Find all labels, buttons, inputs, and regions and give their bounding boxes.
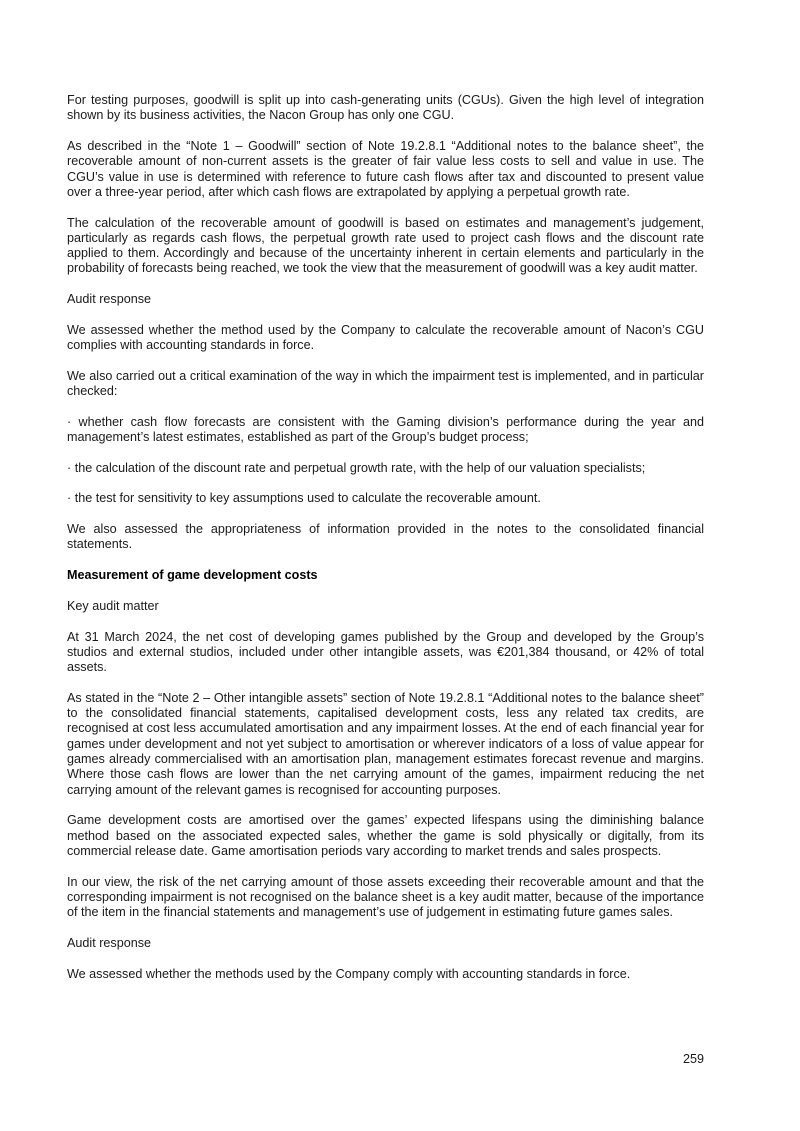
paragraph-method-assessment: We assessed whether the method used by the Company to calculate the recoverable amount of Nacon’s CGU complies with accounting standards in force. [67,322,704,353]
paragraph-risk-key-audit-matter: In our view, the risk of the net carrying amount of those assets exceeding their recoverable amount and that the corresponding impairment is not recognised on the balance sheet is a key audit matter, because of the importance of the item in the financial statements and management’s use of judgement in estimating future games sales. [67,874,704,920]
paragraph-recoverable-amount: As described in the “Note 1 – Goodwill” section of Note 19.2.8.1 “Additional notes to the balance sheet”, the recoverable amount of non-current assets is the greater of fair value less costs to sell and value in use. The CGU’s value in use is determined with reference to future cash flows after tax and discounted to present value over a three-year period, after which cash flows are extrapolated by applying a perpetual growth rate. [67,138,704,199]
paragraph-goodwill-key-audit-matter: The calculation of the recoverable amount of goodwill is based on estimates and management’s judgement, particularly as regards cash flows, the perpetual growth rate used to project cash flows and the discount rate applied to them. Accordingly and because of the uncertainty inherent in certain elements and particularly in the probability of forecasts being reached, we took the view that the measurement of goodwill was a key audit matter. [67,215,704,276]
section-heading-game-development-costs: Measurement of game development costs [67,568,318,583]
paragraph-capitalised-development-costs: As stated in the “Note 2 – Other intangible assets” section of Note 19.2.8.1 “Additional notes to the balance sheet” to the consolidated financial statements, capitalised development costs, less any related tax credits, are recognised at cost less accumulated amortisation and any impairment losses. At the end of each financial year for games under development and not yet subject to amortisation or wherever indicators of a loss of value appear for games already commercialised with an amortisation plan, management estimates forecast revenue and margins. Where those cash flows are lower than the net carrying amount of the games, impairment reducing the net carrying amount of the relevant games is recognised for accounting purposes. [67,690,704,797]
paragraph-net-cost-games: At 31 March 2024, the net cost of developing games published by the Group and developed by the Group’s studios and external studios, included under other intangible assets, was €201,384 thousand, or 42% of total assets. [67,629,704,675]
subheading-audit-response: Audit response [67,292,152,307]
paragraph-critical-examination: We also carried out a critical examination of the way in which the impairment test is implemented, and in particular checked: [67,368,704,399]
page-number: 259 [682,1052,704,1066]
paragraph-amortisation-method: Game development costs are amortised over the games’ expected lifespans using the diminishing balance method based on the associated expected sales, whether the game is sold physically or digitally, from its commercial release date. Game amortisation periods vary according to market trends and sales prospects. [67,813,704,858]
subheading-audit-response-2: Audit response [67,935,152,950]
subheading-key-audit-matter: Key audit matter [67,598,159,613]
paragraph-goodwill-cgu: For testing purposes, goodwill is split up into cash-generating units (CGUs). Given the high level of integration shown by its business activities, the Nacon Group has only one CGU. [67,93,704,123]
bullet-discount-rate: · the calculation of the discount rate and perpetual growth rate, with the help of our valuation specialists; [67,460,646,475]
paragraph-methods-compliance: We assessed whether the methods used by the Company comply with accounting standards in force. [67,966,631,981]
bullet-sensitivity-test: · the test for sensitivity to key assumptions used to calculate the recoverable amount. [67,491,541,506]
document-page [67,93,704,982]
bullet-cash-flow-forecasts: · whether cash flow forecasts are consistent with the Gaming division’s performance during the year and management’s latest estimates, established as part of the Group’s budget process; [67,414,704,445]
paragraph-notes-appropriateness: We also assessed the appropriateness of information provided in the notes to the consolidated financial statements. [67,522,704,552]
